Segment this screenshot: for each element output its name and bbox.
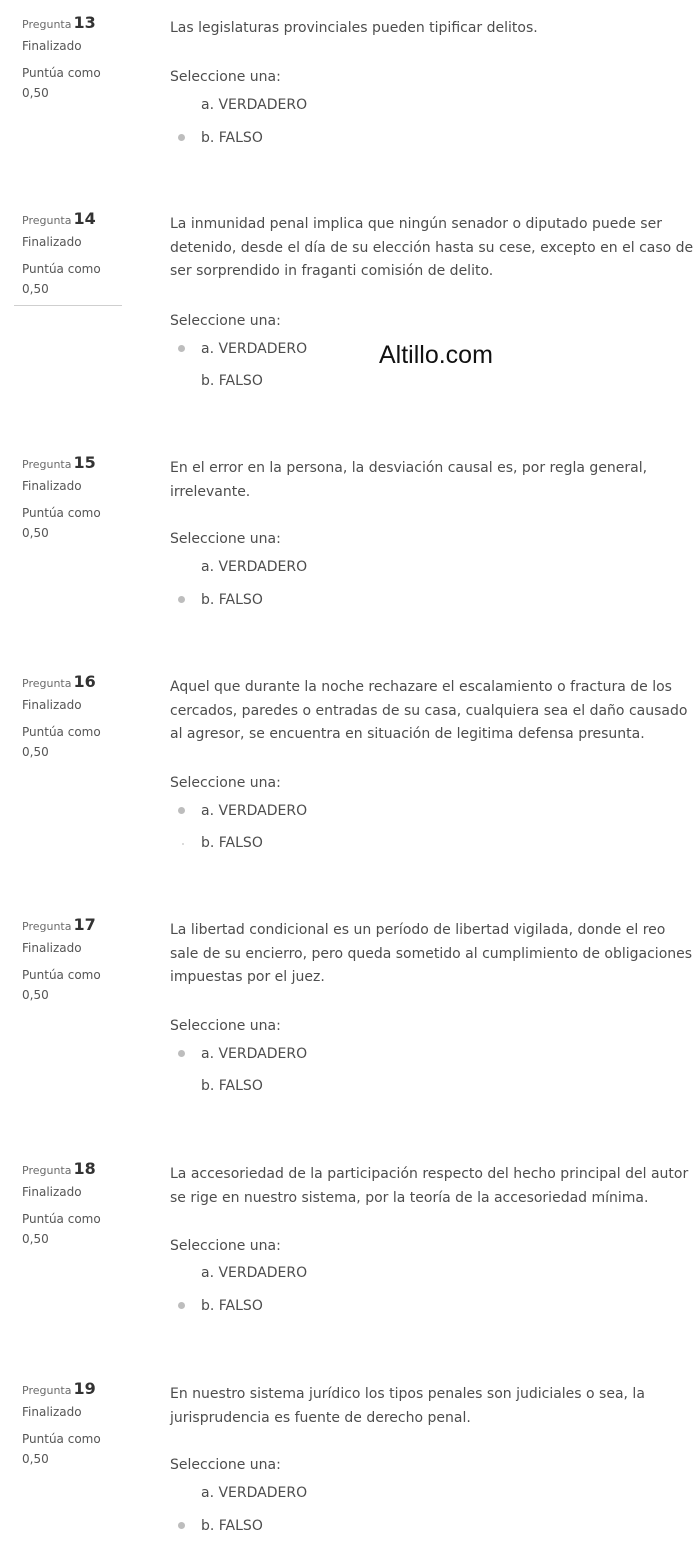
option-b[interactable] xyxy=(178,372,378,392)
question-grade: Puntúa como 0,50 xyxy=(22,66,101,100)
question-info xyxy=(22,1160,127,1249)
question-number: Pregunta 17 xyxy=(22,915,96,934)
question-text: En nuestro sistema jurídico los tipos penales son judiciales o sea, la jurisprudencia es fuente de derecho penal. xyxy=(170,1386,645,1426)
option-label: b. FALSO xyxy=(201,130,263,146)
option-b[interactable] xyxy=(178,834,378,854)
question-info xyxy=(22,14,127,103)
answer-prompt: Seleccione una: xyxy=(170,1457,281,1473)
question-16 xyxy=(0,673,700,863)
question-grade: Puntúa como 0,50 xyxy=(22,262,101,296)
option-a[interactable] xyxy=(178,1484,378,1504)
question-14 xyxy=(0,210,700,400)
option-a[interactable] xyxy=(178,96,378,116)
question-text: Las legislaturas provinciales pueden tipificar delitos. xyxy=(170,20,538,36)
option-label: a. VERDADERO xyxy=(201,559,308,575)
radio-selected-icon[interactable] xyxy=(178,596,185,603)
question-text: La inmunidad penal implica que ningún senador o diputado puede ser detenido, desde el día de su elección hasta su cese, excepto en el caso de ser sorprendido in fraganti comisión de delito. xyxy=(170,216,694,279)
option-a[interactable] xyxy=(178,340,378,360)
answer-prompt: Seleccione una: xyxy=(170,531,281,547)
radio-selected-icon[interactable] xyxy=(178,1522,185,1529)
question-text: La accesoriedad de la participación respecto del hecho principal del autor se rige en nuestro sistema, por la teoría de la accesoriedad mínima. xyxy=(170,1166,689,1206)
question-grade: Puntúa como 0,50 xyxy=(22,725,101,759)
question-number: Pregunta 19 xyxy=(22,1379,96,1398)
question-state: Finalizado xyxy=(22,39,82,53)
answer-prompt: Seleccione una: xyxy=(170,1018,281,1034)
option-label: b. FALSO xyxy=(201,835,263,851)
radio-selected-icon[interactable] xyxy=(178,807,185,814)
option-label: b. FALSO xyxy=(201,1078,263,1094)
question-13 xyxy=(0,14,700,184)
question-info xyxy=(22,673,127,762)
question-grade: Puntúa como 0,50 xyxy=(22,1432,101,1466)
option-a[interactable] xyxy=(178,1045,378,1065)
option-b[interactable] xyxy=(178,1297,378,1317)
question-info xyxy=(22,916,127,1005)
watermark: Altillo.com xyxy=(379,341,493,369)
option-label: a. VERDADERO xyxy=(201,97,308,113)
question-number: Pregunta 13 xyxy=(22,13,96,32)
radio-selected-icon[interactable] xyxy=(178,1050,185,1057)
answer-prompt: Seleccione una: xyxy=(170,313,281,329)
question-17 xyxy=(0,916,700,1106)
question-grade: Puntúa como 0,50 xyxy=(22,968,101,1002)
question-text: La libertad condicional es un período de libertad vigilada, donde el reo sale de su encierro, pero queda sometido al cumplimiento de obligaciones impuestas por el juez. xyxy=(170,922,693,985)
option-b[interactable] xyxy=(178,1077,378,1097)
question-18 xyxy=(0,1160,700,1330)
option-a[interactable] xyxy=(178,558,378,578)
option-b[interactable] xyxy=(178,129,378,149)
question-19 xyxy=(0,1380,700,1550)
answer-prompt: Seleccione una: xyxy=(170,69,281,85)
option-label: a. VERDADERO xyxy=(201,1265,308,1281)
question-info xyxy=(22,1380,127,1469)
option-label: a. VERDADERO xyxy=(201,803,308,819)
question-text: Aquel que durante la noche rechazare el escalamiento o fractura de los cercados, paredes o entradas de su casa, cualquiera sea el daño causado al agresor, se encuentra en situación de legitima defensa presunta. xyxy=(170,679,688,742)
option-label: a. VERDADERO xyxy=(201,1485,308,1501)
option-a[interactable] xyxy=(178,1264,378,1284)
radio-selected-icon[interactable] xyxy=(178,345,185,352)
question-number: Pregunta 16 xyxy=(22,672,96,691)
answer-prompt: Seleccione una: xyxy=(170,1238,281,1254)
radio-selected-icon[interactable] xyxy=(178,134,185,141)
question-state: Finalizado xyxy=(22,698,82,712)
answer-prompt: Seleccione una: xyxy=(170,775,281,791)
option-b[interactable] xyxy=(178,1517,378,1537)
option-b[interactable] xyxy=(178,591,378,611)
info-divider xyxy=(14,305,122,306)
question-info xyxy=(22,210,127,299)
option-label: a. VERDADERO xyxy=(201,341,308,357)
question-text: En el error en la persona, la desviación causal es, por regla general, irrelevante. xyxy=(170,460,648,500)
radio-selected-icon[interactable] xyxy=(178,1302,185,1309)
question-state: Finalizado xyxy=(22,235,82,249)
question-state: Finalizado xyxy=(22,1405,82,1419)
question-state: Finalizado xyxy=(22,941,82,955)
question-15 xyxy=(0,454,700,624)
question-number: Pregunta 14 xyxy=(22,209,96,228)
question-number: Pregunta 18 xyxy=(22,1159,96,1178)
option-label: b. FALSO xyxy=(201,373,263,389)
option-label: b. FALSO xyxy=(201,1518,263,1534)
question-info xyxy=(22,454,127,543)
option-label: b. FALSO xyxy=(201,1298,263,1314)
question-grade: Puntúa como 0,50 xyxy=(22,506,101,540)
radio-icon[interactable] xyxy=(182,843,184,845)
question-state: Finalizado xyxy=(22,1185,82,1199)
question-grade: Puntúa como 0,50 xyxy=(22,1212,101,1246)
question-state: Finalizado xyxy=(22,479,82,493)
option-a[interactable] xyxy=(178,802,378,822)
question-number: Pregunta 15 xyxy=(22,453,96,472)
option-label: a. VERDADERO xyxy=(201,1046,308,1062)
option-label: b. FALSO xyxy=(201,592,263,608)
